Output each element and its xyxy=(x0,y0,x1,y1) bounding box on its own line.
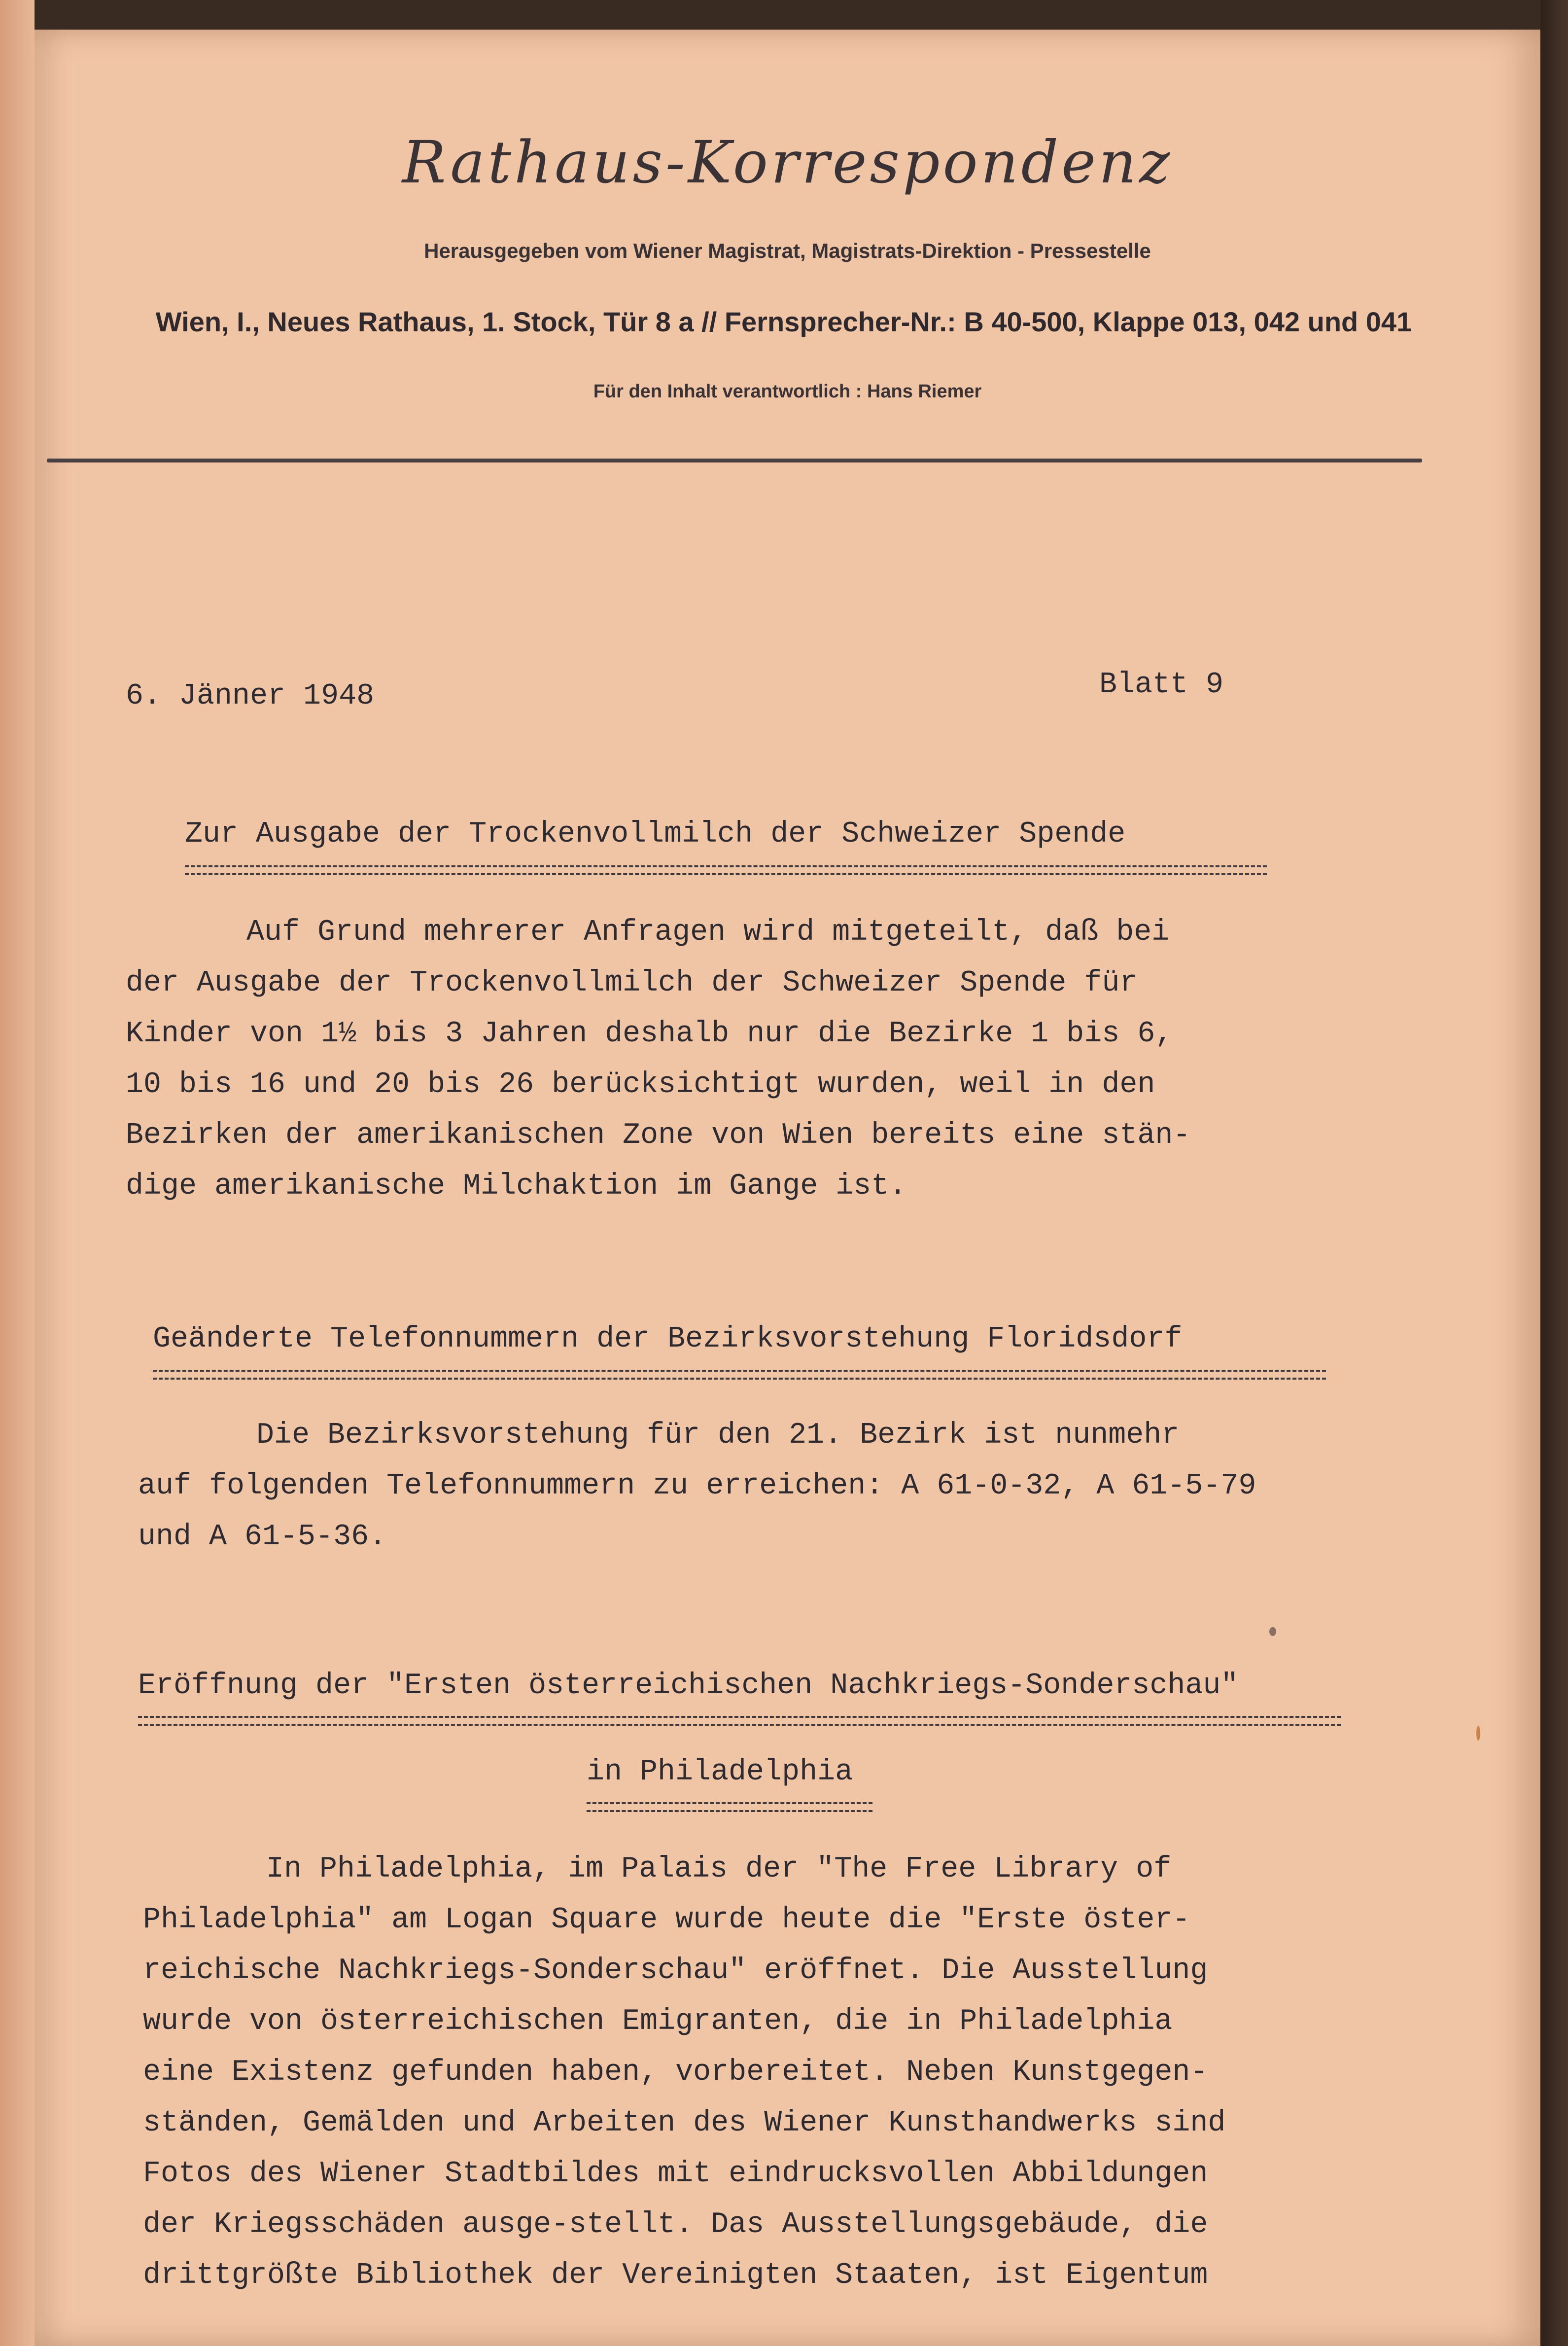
article-3-underline xyxy=(138,1716,1341,1726)
article-3-body xyxy=(143,1844,1225,2301)
article-3-subheading-underline xyxy=(587,1802,872,1812)
page-left-edge xyxy=(0,0,35,2346)
sheet-number: Blatt 9 xyxy=(1099,668,1224,702)
article-1-body xyxy=(126,907,1190,1212)
paper-spot xyxy=(1269,1627,1276,1636)
article-3-line: Fotos des Wiener Stadtbildes mit eindrucksvollen Abbildungen xyxy=(143,2157,1208,2191)
article-1-line: Bezirken der amerikanischen Zone von Wien bereits eine stän- xyxy=(126,1119,1191,1152)
page-right-edge xyxy=(1540,0,1568,2346)
article-2-heading: Geänderte Telefonnummern der Bezirksvorstehung Floridsdorf xyxy=(153,1322,1183,1356)
article-3-line: In Philadelphia, im Palais der "The Free Library of xyxy=(266,1852,1172,1886)
article-3-line: Philadelphia" am Logan Square wurde heute die "Erste öster- xyxy=(143,1903,1190,1937)
article-2-line: Die Bezirksvorstehung für den 21. Bezirk ist nunmehr xyxy=(256,1419,1180,1452)
article-3-heading: Eröffnung der "Ersten österreichischen Nachkriegs-Sonderschau" xyxy=(138,1669,1239,1703)
issue-date: 6. Jänner 1948 xyxy=(126,679,375,713)
address-line: Wien, I., Neues Rathaus, 1. Stock, Tür 8 a // Fernsprecher-Nr.: B 40-500, Klappe 013, 042 und 041 xyxy=(155,306,1412,337)
responsible-line: Für den Inhalt verantwortlich : Hans Riemer xyxy=(593,381,982,402)
article-2-body xyxy=(138,1410,1256,1563)
article-3-line: der Kriegsschäden ausge-stellt. Das Ausstellungsgebäude, die xyxy=(143,2208,1208,2241)
article-2-line: und A 61-5-36. xyxy=(138,1520,387,1554)
masthead-rule xyxy=(47,459,1422,462)
article-1-line: dige amerikanische Milchaktion im Gange ist. xyxy=(126,1170,907,1203)
article-1-line: der Ausgabe der Trockenvollmilch der Schweizer Spende für xyxy=(126,966,1138,1000)
article-2-line: auf folgenden Telefonnummern zu erreichen: A 61-0-32, A 61-5-79 xyxy=(138,1469,1256,1503)
article-2-underline xyxy=(153,1370,1326,1380)
masthead-title: Rathaus-Korrespondenz xyxy=(402,128,1173,196)
paper-spot xyxy=(1476,1726,1480,1741)
article-3-line: wurde von österreichischen Emigranten, die in Philadelphia xyxy=(143,2005,1173,2038)
article-3-line: drittgrößte Bibliothek der Vereinigten Staaten, ist Eigentum xyxy=(143,2259,1208,2292)
article-1-line: 10 bis 16 und 20 bis 26 berücksichtigt wurden, weil in den xyxy=(126,1068,1155,1102)
article-3-subheading: in Philadelphia xyxy=(587,1755,853,1789)
article-1-line: Auf Grund mehrerer Anfragen wird mitgeteilt, daß bei xyxy=(246,916,1170,949)
article-1-underline xyxy=(185,865,1267,875)
article-3-line: reichische Nachkriegs-Sonderschau" eröffnet. Die Ausstellung xyxy=(143,1954,1208,1988)
article-1-line: Kinder von 1½ bis 3 Jahren deshalb nur die Bezirke 1 bis 6, xyxy=(126,1017,1173,1051)
article-1-heading: Zur Ausgabe der Trockenvollmilch der Schweizer Spende xyxy=(185,818,1126,851)
document-page xyxy=(35,30,1540,2346)
article-3-line: eine Existenz gefunden haben, vorbereitet. Neben Kunstgegen- xyxy=(143,2056,1208,2089)
article-3-line: ständen, Gemälden und Arbeiten des Wiener Kunsthandwerks sind xyxy=(143,2106,1226,2140)
publisher-line: Herausgegeben vom Wiener Magistrat, Magistrats-Direktion - Pressestelle xyxy=(424,239,1151,262)
